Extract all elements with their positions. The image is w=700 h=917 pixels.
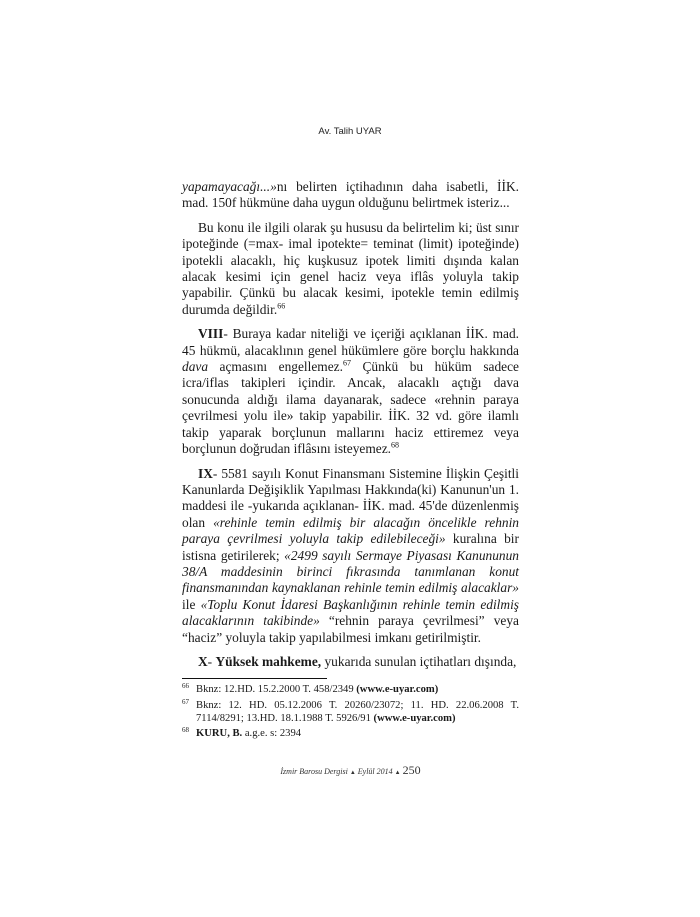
text-run: «Toplu Konut İdaresi Başkanlığının rehinle temin edilmiş alacaklarının takibinde» — [182, 596, 519, 629]
page-number: 250 — [402, 762, 421, 777]
text-run: yukarıda sunulan içtihatları dışında, — [321, 653, 517, 669]
running-header: Av. Talih UYAR — [318, 126, 382, 137]
text-run: «rehinle temin edilmiş bir alacağın öncelikle rehnin paraya çevrilmesi yoluyla takip edilebileceği» — [182, 514, 520, 547]
footnote-ref: 67 — [342, 358, 351, 368]
footnote-number: 67 — [182, 697, 189, 706]
text-run: a.g.e. s: 2394 — [242, 728, 302, 740]
paragraph — [182, 466, 519, 646]
text-run: dava — [182, 359, 209, 375]
text-run: X — [198, 653, 208, 669]
paragraph — [182, 654, 519, 670]
footnote — [182, 728, 519, 741]
text-run: “rehnin paraya çevrilmesi” veya “haciz” yoluyla takip yapılabilmesi imkanı getirilmiştir. — [182, 613, 519, 645]
text-run: - — [207, 653, 216, 669]
text-run: Çünkü bu hüküm sadece icra/iflas takipleri içindir. Ancak, alacaklı açtığı dava sonucunda aldığı ilama dayanarak, sadece «rehnin paraya çevrilmesi yolu ile» takip yapabilir. İİK. 32 vd. göre ilamlı takip yaparak borçlunun mallarını haciz ettiremez veya borçlunun doğrudan iflâsını isteyemez. — [182, 359, 519, 457]
paragraph — [182, 179, 519, 212]
page-footer — [182, 763, 519, 780]
footnotes — [182, 684, 519, 740]
text-run: ile — [182, 596, 201, 612]
text-run: KURU, B. — [196, 728, 243, 740]
footnote — [182, 697, 519, 725]
body-text — [182, 179, 519, 670]
text-run: IX — [198, 465, 213, 481]
separator-icon: ▲ — [349, 769, 356, 776]
journal-name: İzmir Barosu Dergisi — [280, 766, 348, 776]
text-run: kuralına bir istisna getirilerek; — [182, 531, 519, 563]
page-column — [182, 179, 519, 780]
text-run: (www.e-uyar.com) — [356, 684, 439, 696]
text-run: «2499 sayılı Sermaye Piyasası Kanununun 38/A maddesinin birinci fıkrasında tanımlanan konut finansmanından kaynaklanan rehinle temin edilmiş alacaklar» — [182, 547, 519, 596]
text-run: açmasını engellemez. — [208, 359, 343, 375]
footnote-number: 66 — [182, 682, 189, 691]
text-run: Bknz: 12.HD. 15.2.2000 T. 458/2349 — [196, 684, 357, 696]
text-run: - Buraya kadar niteliği ve içeriği açıklanan İİK. mad. 45 hükmü, alacaklının genel hükümlere göre borçlu hakkında — [182, 326, 519, 358]
text-run: nı belirten içtihadının daha isabetli, İİK. mad. 150f hükmüne daha uygun olduğunu belirtmek isteriz... — [182, 179, 519, 211]
separator-icon: ▲ — [394, 769, 401, 776]
footnote-ref: 66 — [277, 301, 286, 311]
footnote-number: 68 — [182, 726, 189, 735]
text-run: Bknz: 12. HD. 05.12.2006 T. 20260/23072; 11. HD. 22.06.2008 T. 7114/8291; 13.HD. 18.1.1988 T. 5926/91 — [196, 699, 519, 724]
footnote-ref: 68 — [391, 440, 399, 450]
text-run: - 5581 sayılı Konut Finansmanı Sistemine İlişkin Çeşitli Kanunlarda Değişiklik Yapılması Hakkında(ki) Kanunun'un 1. maddesi ile -yukarıda açıklanan- İİK. mad. 45'de düzenlenmiş olan — [182, 465, 519, 530]
text-run: Bu konu ile ilgili olarak şu hususu da belirtelim ki; üst sınır ipoteğinde (=max- imal ipotekte= teminat (limit) ipoteğinde) ipotekli alacaklı, hiç kuşkusuz ipotek limiti dışında kalan alacak kesimi için genel haciz veya iflâs yoluyla takip yapabilir. Çünkü bu alacak kesimi, ipotekle temin edilmiş durumda değildir. — [182, 219, 519, 317]
text-run: yapamayacağı...» — [182, 179, 277, 194]
text-run: (www.e-uyar.com) — [373, 712, 456, 724]
text-run: VIII — [198, 326, 224, 342]
footnote-divider — [182, 678, 327, 679]
paragraph — [182, 326, 519, 457]
issue-date: Eylül 2014 — [357, 766, 393, 776]
footnote — [182, 684, 519, 697]
text-run: Yüksek mahkeme, — [215, 653, 322, 669]
paragraph — [182, 220, 519, 318]
